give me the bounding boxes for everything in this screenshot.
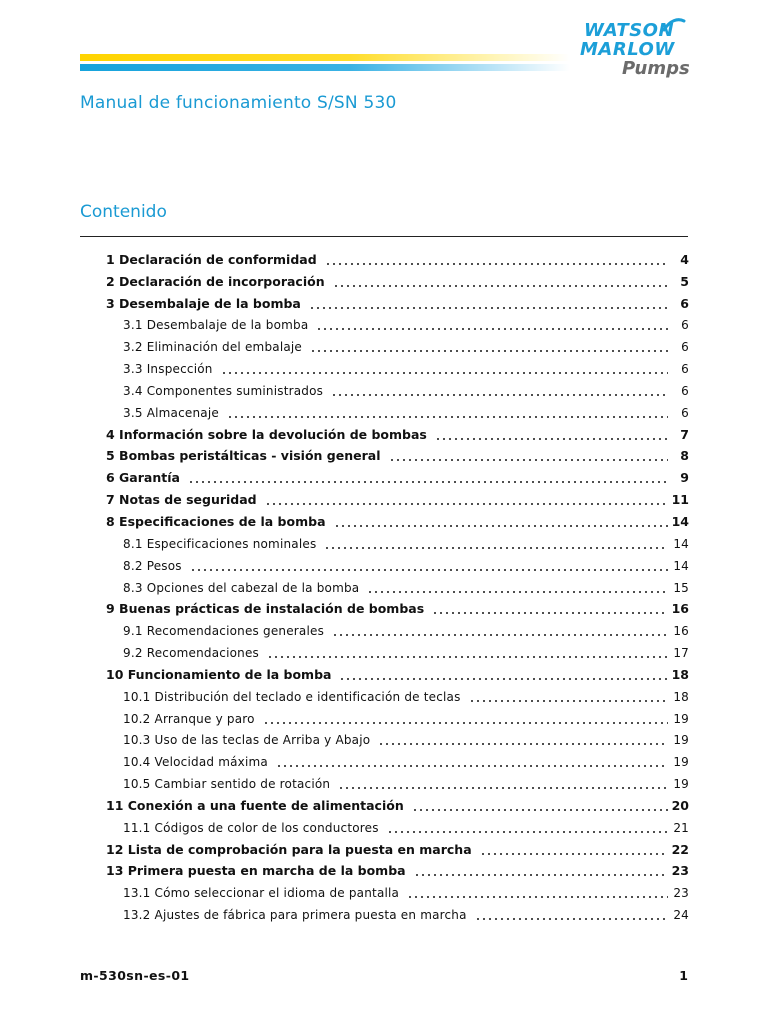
toc-entry-label: 10.5 Cambiar sentido de rotación [123, 777, 331, 792]
toc-entry-label: 3.1 Desembalaje de la bomba [123, 318, 309, 333]
toc-entry-page-number: 6 [681, 362, 689, 377]
toc-entry[interactable] [106, 858, 689, 880]
toc-entry-label: 3.3 Inspección [123, 362, 213, 377]
toc-dot-leader [309, 307, 668, 309]
toc-entry-page-number: 11 [671, 492, 689, 508]
toc-entry-page-number: 16 [671, 601, 689, 617]
toc-dot-leader [389, 459, 669, 461]
toc-entry[interactable] [106, 727, 689, 749]
toc-dot-leader [475, 918, 668, 920]
toc-entry[interactable] [106, 836, 689, 858]
toc-entry-page-number: 7 [680, 426, 689, 442]
toc-entry-label: 8.1 Especificaciones nominales [123, 536, 317, 551]
toc-entry[interactable] [106, 399, 689, 421]
toc-entry-page-number: 20 [671, 797, 689, 813]
toc-entry[interactable] [106, 901, 689, 923]
toc-entry-label: 3.5 Almacenaje [123, 405, 219, 420]
toc-entry-label: 10.4 Velocidad máxima [123, 755, 268, 770]
toc-entry[interactable] [106, 508, 689, 530]
toc-entry[interactable] [106, 661, 689, 683]
toc-entry-page-number: 16 [673, 624, 689, 639]
toc-dot-leader [378, 743, 668, 745]
toc-dot-leader [276, 765, 668, 767]
toc-entry-label: 10.1 Distribución del teclado e identificación de teclas [123, 689, 461, 704]
toc-entry-page-number: 8 [680, 448, 689, 464]
toc-dot-leader [316, 328, 668, 330]
toc-dot-leader [325, 263, 668, 265]
toc-entry[interactable] [106, 792, 689, 814]
watson-marlow-logo [572, 20, 692, 82]
toc-entry-label: 10 Funcionamiento de la bomba [106, 666, 332, 682]
toc-entry-page-number: 22 [671, 841, 689, 857]
toc-entry[interactable] [106, 312, 689, 334]
toc-dot-leader [267, 656, 668, 658]
toc-entry[interactable] [106, 268, 689, 290]
toc-entry-page-number: 19 [673, 755, 689, 770]
toc-entry-page-number: 23 [673, 886, 689, 901]
toc-entry[interactable] [106, 770, 689, 792]
toc-entry[interactable] [106, 486, 689, 508]
toc-dot-leader [227, 416, 668, 418]
toc-entry[interactable] [106, 683, 689, 705]
toc-entry-label: 1 Declaración de conformidad [106, 251, 317, 267]
toc-entry-label: 8 Especificaciones de la bomba [106, 513, 326, 529]
toc-entry[interactable] [106, 705, 689, 727]
toc-entry-label: 9.2 Recomendaciones [123, 646, 259, 661]
toc-entry-page-number: 14 [673, 558, 689, 573]
toc-dot-leader [412, 809, 668, 811]
toc-entry-label: 2 Declaración de incorporación [106, 273, 325, 289]
toc-entry-label: 10.3 Uso de las teclas de Arriba y Abajo [123, 733, 371, 748]
toc-dot-leader [414, 874, 668, 876]
toc-entry-label: 7 Notas de seguridad [106, 492, 257, 508]
toc-entry[interactable] [106, 333, 689, 355]
toc-entry-label: 10.2 Arranque y paro [123, 711, 255, 726]
toc-entry-page-number: 19 [673, 711, 689, 726]
toc-entry-label: 3 Desembalaje de la bomba [106, 295, 301, 311]
toc-entry-page-number: 5 [680, 273, 689, 289]
toc-entry-label: 13 Primera puesta en marcha de la bomba [106, 863, 406, 879]
toc-entry-label: 12 Lista de comprobación para la puesta en marcha [106, 841, 472, 857]
toc-dot-leader [333, 285, 668, 287]
toc-dot-leader [407, 896, 668, 898]
toc-entry-page-number: 14 [671, 513, 689, 529]
toc-entry-page-number: 24 [673, 908, 689, 923]
toc-entry[interactable] [106, 879, 689, 901]
toc-entry-page-number: 19 [673, 733, 689, 748]
toc-dot-leader [338, 787, 668, 789]
toc-dot-leader [221, 372, 668, 374]
toc-dot-leader [480, 853, 668, 855]
toc-entry[interactable] [106, 464, 689, 486]
toc-dot-leader [265, 503, 668, 505]
toc-dot-leader [334, 525, 668, 527]
footer-page-number: 1 [679, 968, 688, 983]
toc-entry[interactable] [106, 443, 689, 465]
toc-entry-page-number: 9 [680, 470, 689, 486]
toc-entry-page-number: 17 [673, 646, 689, 661]
toc-entry[interactable] [106, 246, 689, 268]
toc-entry-label: 8.2 Pesos [123, 558, 182, 573]
toc-dot-leader [432, 612, 668, 614]
toc-entry-page-number: 6 [681, 383, 689, 398]
toc-entry-label: 6 Garantía [106, 470, 180, 486]
contents-divider [80, 236, 688, 237]
toc-dot-leader [190, 569, 668, 571]
toc-entry-page-number: 19 [673, 777, 689, 792]
toc-entry[interactable] [106, 596, 689, 618]
toc-dot-leader [469, 700, 668, 702]
toc-entry-label: 11 Conexión a una fuente de alimentación [106, 797, 404, 813]
toc-dot-leader [324, 547, 668, 549]
toc-entry-label: 13.2 Ajustes de fábrica para primera puesta en marcha [123, 908, 467, 923]
toc-dot-leader [387, 831, 668, 833]
toc-entry-page-number: 6 [681, 340, 689, 355]
toc-entry-page-number: 6 [681, 318, 689, 333]
toc-entry-page-number: 4 [680, 251, 689, 267]
toc-entry[interactable] [106, 814, 689, 836]
toc-entry-label: 11.1 Códigos de color de los conductores [123, 820, 379, 835]
toc-entry-page-number: 6 [681, 405, 689, 420]
toc-dot-leader [263, 722, 668, 724]
toc-entry-label: 9.1 Recomendaciones generales [123, 624, 325, 639]
toc-entry-page-number: 23 [671, 863, 689, 879]
toc-entry[interactable] [106, 421, 689, 443]
toc-entry-page-number: 15 [673, 580, 689, 595]
toc-dot-leader [188, 481, 668, 483]
footer-document-code: m-530sn-es-01 [80, 968, 190, 983]
document-title: Manual de funcionamiento S/SN 530 [80, 93, 397, 113]
logo-text-watson: WATSON [584, 20, 675, 41]
header-yellow-bar [80, 54, 570, 61]
contents-heading: Contenido [80, 202, 167, 222]
toc-entry-page-number: 18 [671, 666, 689, 682]
table-of-contents [106, 246, 689, 923]
toc-entry[interactable] [106, 574, 689, 596]
toc-entry[interactable] [106, 617, 689, 639]
toc-dot-leader [435, 438, 668, 440]
toc-entry[interactable] [106, 639, 689, 661]
toc-entry[interactable] [106, 355, 689, 377]
toc-entry[interactable] [106, 748, 689, 770]
header-blue-bar [80, 64, 570, 71]
toc-entry-label: 13.1 Cómo seleccionar el idioma de pantalla [123, 886, 400, 901]
header-color-bars [80, 54, 570, 71]
toc-dot-leader [331, 394, 668, 396]
toc-entry-page-number: 21 [673, 820, 689, 835]
logo-text-pumps: Pumps [622, 58, 690, 79]
toc-entry-label: 8.3 Opciones del cabezal de la bomba [123, 580, 360, 595]
toc-entry-page-number: 18 [673, 689, 689, 704]
toc-entry-label: 3.4 Componentes suministrados [123, 383, 324, 398]
toc-entry-label: 3.2 Eliminación del embalaje [123, 340, 303, 355]
toc-entry-label: 9 Buenas prácticas de instalación de bombas [106, 601, 425, 617]
toc-entry[interactable] [106, 290, 689, 312]
toc-entry-label: 4 Información sobre la devolución de bombas [106, 426, 427, 442]
toc-dot-leader [332, 634, 668, 636]
toc-dot-leader [367, 591, 668, 593]
logo-text-marlow: MARLOW [580, 39, 675, 60]
toc-entry-page-number: 6 [680, 295, 689, 311]
toc-entry[interactable] [106, 530, 689, 552]
toc-entry[interactable] [106, 377, 689, 399]
toc-entry-label: 5 Bombas peristálticas - visión general [106, 448, 381, 464]
toc-dot-leader [339, 678, 668, 680]
toc-entry-page-number: 14 [673, 536, 689, 551]
toc-dot-leader [310, 350, 668, 352]
toc-entry[interactable] [106, 552, 689, 574]
